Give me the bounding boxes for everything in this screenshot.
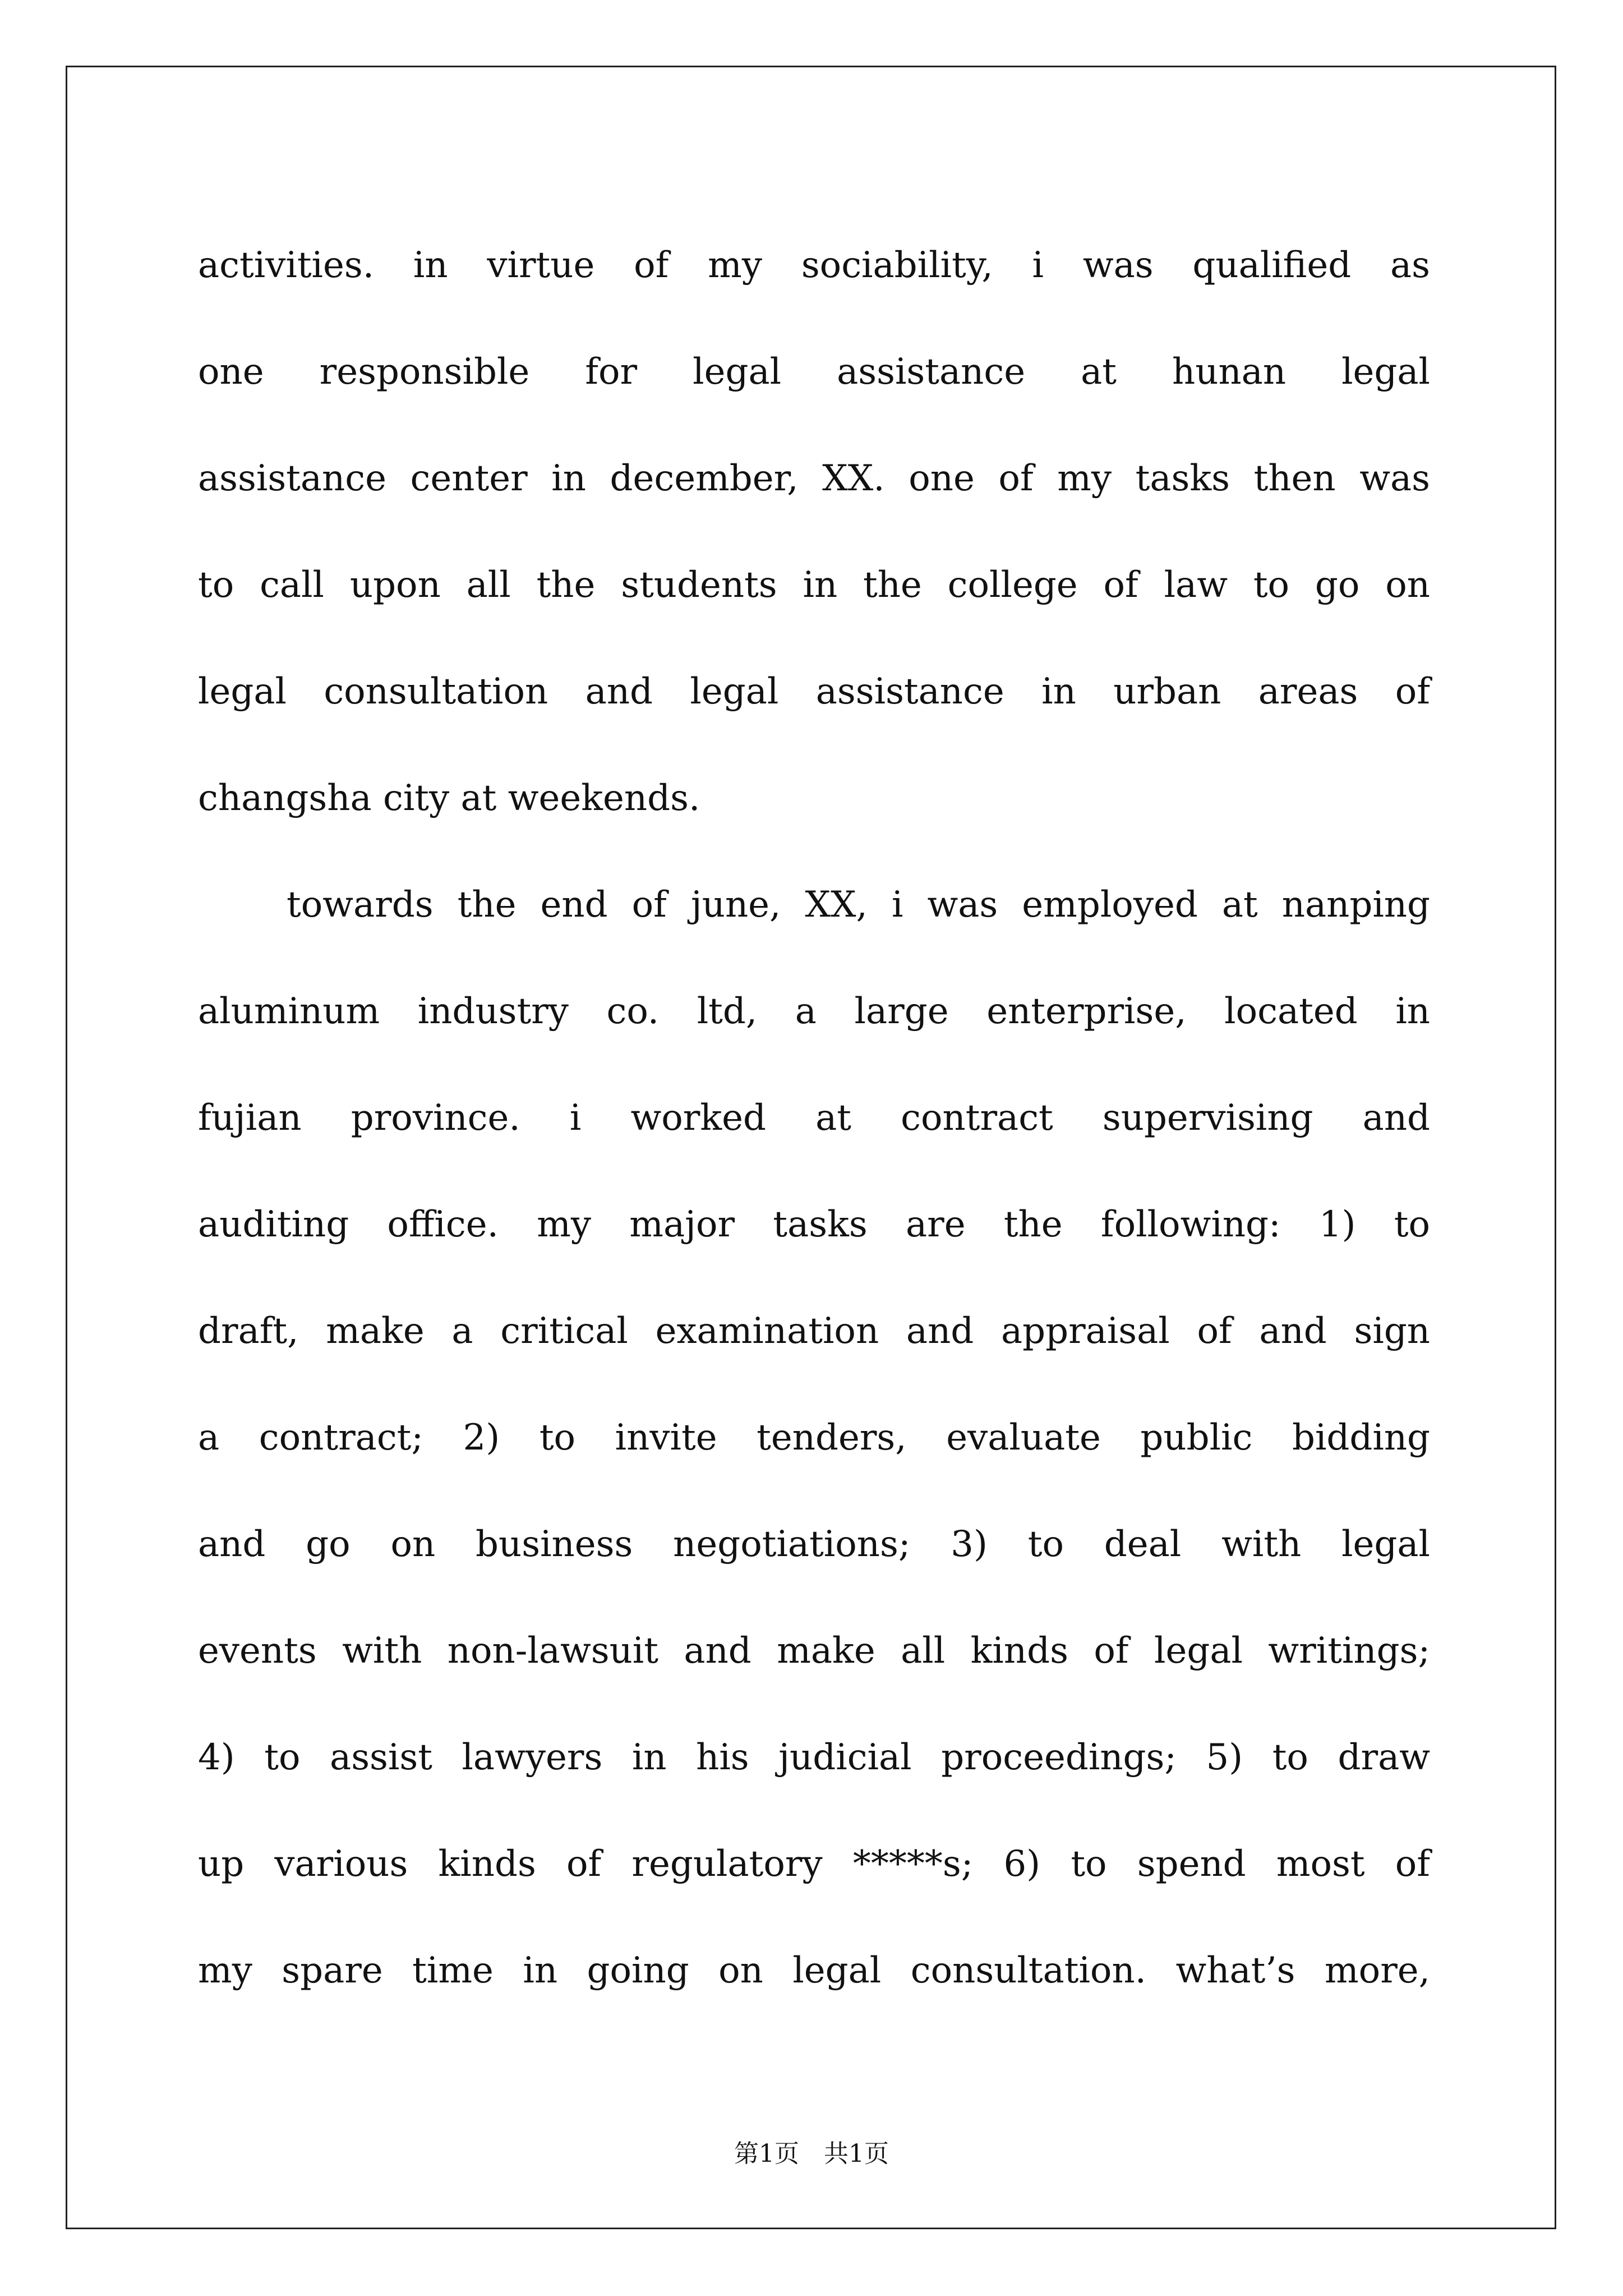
text-line: auditing office. my major tasks are the following: 1) to (198, 1204, 1430, 1245)
text-line: events with non-lawsuit and make all kinds of legal writings; (198, 1630, 1430, 1672)
text-line: fujian province. i worked at contract supervising and (198, 1097, 1430, 1139)
text-line: my spare time in going on legal consultation. what’s more, (198, 1950, 1430, 1991)
text-line: draft, make a critical examination and appraisal of and sign (198, 1310, 1430, 1352)
text-line: to call upon all the students in the college of law to go on (198, 564, 1430, 606)
page-footer (0, 2137, 1623, 2171)
text-line: one responsible for legal assistance at hunan legal (198, 351, 1430, 393)
text-line: towards the end of june, XX, i was employed at nanping (287, 884, 1430, 926)
text-line: assistance center in december, XX. one of my tasks then was (198, 458, 1430, 499)
text-line: a contract; 2) to invite tenders, evaluate public bidding (198, 1417, 1430, 1458)
text-line: legal consultation and legal assistance in urban areas of (198, 671, 1430, 712)
page-number-label: 第1页 共1页 (734, 2139, 889, 2168)
text-line: and go on business negotiations; 3) to deal with legal (198, 1524, 1430, 1565)
document-body (198, 212, 1430, 2024)
text-line: 4) to assist lawyers in his judicial proceedings; 5) to draw (198, 1737, 1430, 1778)
text-line: activities. in virtue of my sociability, i was qualified as (198, 245, 1430, 286)
text-line: up various kinds of regulatory *****s; 6) to spend most of (198, 1843, 1430, 1885)
text-line: aluminum industry co. ltd, a large enterprise, located in (198, 991, 1430, 1032)
text-line: changsha city at weekends. (198, 777, 700, 819)
